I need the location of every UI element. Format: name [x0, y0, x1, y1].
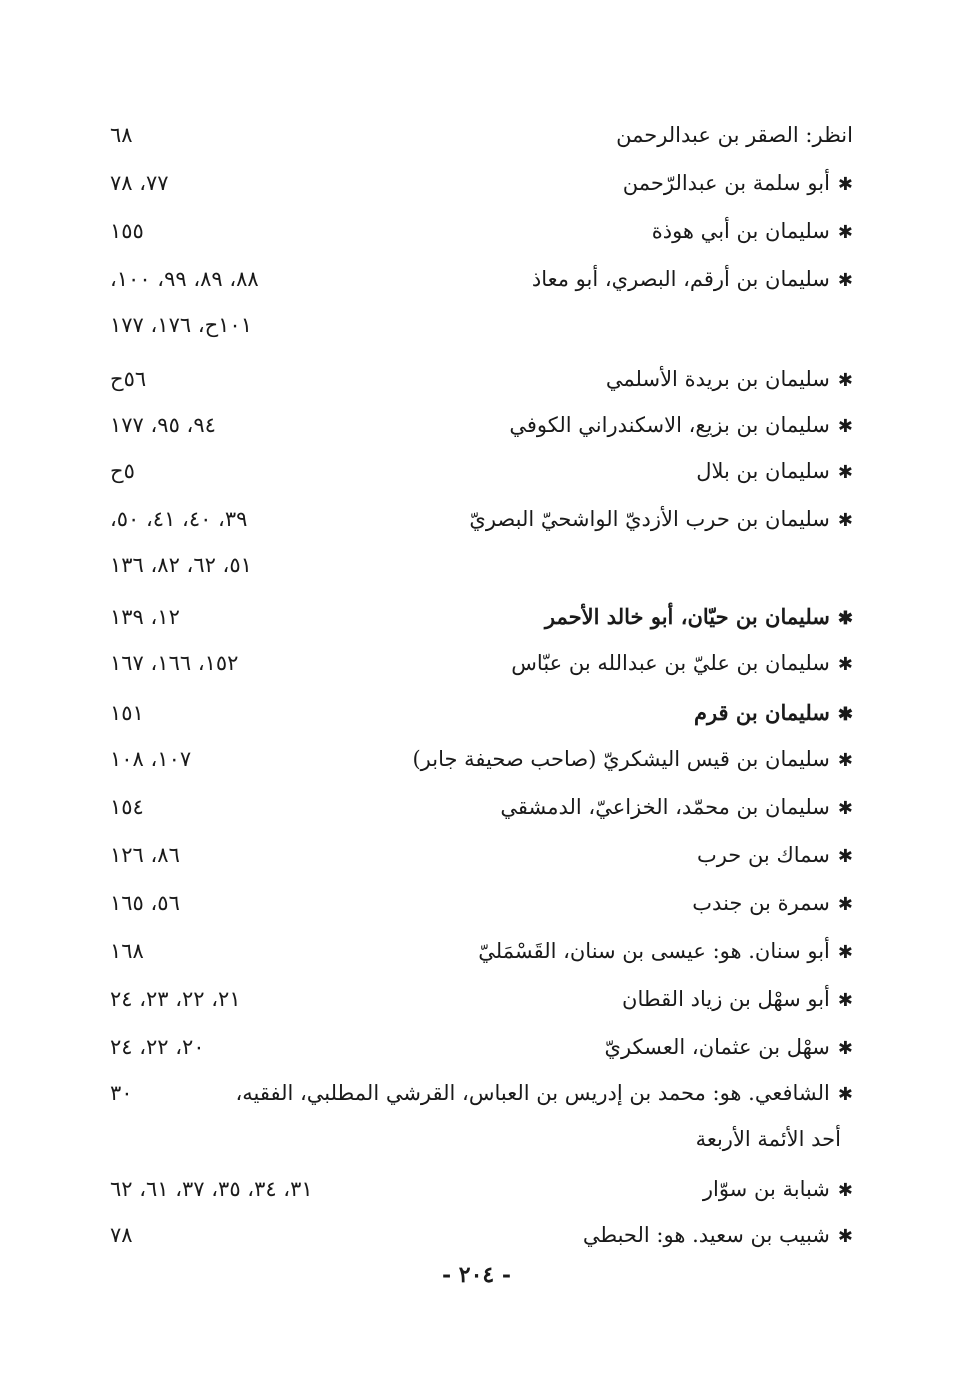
entry-page-numbers: ١٥١	[110, 701, 144, 725]
entry-name-text: سليمان بن بريدة الأسلمي	[605, 367, 830, 391]
entry-page-numbers: ٣٩، ٤٠، ٤١، ٥٠،	[110, 507, 248, 531]
entry-page-numbers: ٥ح	[110, 459, 135, 483]
index-entry	[110, 832, 853, 878]
entry-name-text: سليمان بن بزيع، الاسكندراني الكوفي	[509, 413, 830, 437]
entry-page-numbers: ٧٧، ٧٨	[110, 171, 169, 195]
entry-name	[511, 640, 853, 688]
entry-page-numbers: ٧٨	[110, 1223, 133, 1247]
index-entry	[110, 690, 853, 736]
entry-name-text: سماك بن حرب	[696, 843, 830, 867]
index-entry	[110, 160, 853, 206]
entry-page-numbers: ٣٠	[110, 1081, 133, 1105]
entry-page-numbers: ١٥٤	[110, 795, 144, 819]
index-entry	[110, 594, 853, 640]
entry-page-numbers: ٨٦، ١٢٦	[110, 843, 180, 867]
entry-name	[605, 1024, 853, 1072]
index-entry	[110, 402, 853, 448]
entry-page-numbers: ٢٠، ٢٢، ٢٤	[110, 1035, 205, 1059]
index-entry	[110, 112, 853, 158]
entry-name-text: أحد الأئمة الأربعة	[695, 1127, 841, 1151]
index-entry	[110, 736, 853, 782]
entry-name	[532, 256, 853, 304]
entry-name-text: انظر: الصقر بن عبدالرحمن	[616, 123, 853, 147]
index-entry	[110, 208, 853, 254]
entry-name-text: سليمان بن أرقم، البصري، أبو معاذ	[531, 267, 830, 291]
index-entry	[110, 928, 853, 974]
asterisk-icon: ✱	[837, 1084, 853, 1105]
entry-page-numbers: ١٦٨	[110, 939, 144, 963]
index-entry	[110, 302, 853, 348]
entry-name	[235, 1070, 853, 1118]
entry-name	[692, 880, 853, 928]
index-entry	[110, 1166, 853, 1212]
entry-page-numbers: ١٥٥	[110, 219, 144, 243]
entry-page-numbers: ١٢، ١٣٩	[110, 605, 180, 629]
entry-name-text: سليمان بن قرم	[693, 700, 830, 725]
entry-name-text: سليمان بن حيّان، أبو خالد الأحمر	[544, 604, 830, 629]
entry-name-text: سليمان بن حرب الأزديّ الواشحيّ البصريّ	[469, 507, 830, 531]
entry-name	[696, 448, 853, 496]
index-entry	[110, 542, 853, 588]
asterisk-icon: ✱	[837, 990, 853, 1011]
entry-name-text: سليمان بن محمّد، الخزاعيّ، الدمشقي	[500, 795, 830, 819]
entry-name-text: سمرة بن جندب	[692, 891, 830, 915]
entry-name	[500, 784, 853, 832]
index-entry	[110, 784, 853, 830]
entry-name-text: سهْل بن عثمان، العسكريّ	[604, 1035, 830, 1059]
entry-name-text: سليمان بن بلال	[696, 459, 830, 483]
index-entry	[110, 448, 853, 494]
entry-name	[545, 594, 853, 642]
entry-page-numbers: ١٠٧، ١٠٨	[110, 747, 192, 771]
index-entry	[110, 640, 853, 686]
index-entry	[110, 356, 853, 402]
asterisk-icon: ✱	[837, 370, 853, 391]
index-entry	[110, 1024, 853, 1070]
entry-name	[478, 928, 853, 976]
entry-name	[697, 832, 853, 880]
entry-page-numbers: ٢١، ٢٢، ٢٣، ٢٤	[110, 987, 241, 1011]
asterisk-icon: ✱	[837, 894, 853, 915]
index-entry	[110, 256, 853, 302]
entry-page-numbers: ٣١، ٣٤، ٣٥، ٣٧، ٦١، ٦٢	[110, 1177, 313, 1201]
asterisk-icon: ✱	[837, 222, 853, 243]
entry-name	[622, 976, 853, 1024]
index-entry	[110, 976, 853, 1022]
entry-name-text: شبيب بن سعيد. هو: الحبطي	[582, 1223, 830, 1247]
entry-page-numbers: ١٠١ح، ١٧٦، ١٧٧	[110, 313, 252, 337]
entry-name-text: الشافعي. هو: محمد بن إدريس بن العباس، القرشي المطلبي، الفقيه،	[235, 1081, 830, 1105]
entry-name	[694, 690, 853, 738]
entry-page-numbers: ٨٨، ٨٩، ٩٩، ١٠٠،	[110, 267, 259, 291]
asterisk-icon: ✱	[837, 654, 853, 675]
asterisk-icon: ✱	[837, 270, 853, 291]
entry-name-text: أبو سنان. هو: عيسى بن سنان، القَسْمَليّ	[478, 939, 830, 963]
entry-page-numbers: ٦٨	[110, 123, 133, 147]
asterisk-icon: ✱	[837, 462, 853, 483]
asterisk-icon: ✱	[837, 1226, 853, 1247]
asterisk-icon: ✱	[837, 704, 853, 725]
entry-name	[696, 1116, 841, 1162]
index-entry	[110, 1116, 853, 1162]
entry-page-numbers: ٥١، ٦٢، ٨٢، ١٣٦	[110, 553, 252, 577]
entry-name	[583, 1212, 853, 1260]
asterisk-icon: ✱	[837, 846, 853, 867]
entry-name	[652, 208, 853, 256]
index-entry	[110, 880, 853, 926]
asterisk-icon: ✱	[837, 1038, 853, 1059]
asterisk-icon: ✱	[837, 798, 853, 819]
entry-name	[509, 402, 853, 450]
entry-name	[703, 1166, 853, 1214]
asterisk-icon: ✱	[837, 942, 853, 963]
page-number: - ٢٠٤ -	[441, 1262, 512, 1288]
index-entry	[110, 496, 853, 542]
entry-page-numbers: ٥٦ح	[110, 367, 147, 391]
index-entry	[110, 1212, 853, 1258]
entry-name-text: سليمان بن عليّ بن عبدالله بن عبّاس	[511, 651, 830, 675]
entry-page-numbers: ٩٤، ٩٥، ١٧٧	[110, 413, 216, 437]
entry-name	[606, 356, 853, 404]
asterisk-icon: ✱	[837, 608, 853, 629]
entry-name-text: أبو سلمة بن عبدالرّحمن	[622, 171, 830, 195]
entry-name	[469, 496, 853, 544]
entry-page-numbers: ١٥٢، ١٦٦، ١٦٧	[110, 651, 239, 675]
asterisk-icon: ✱	[837, 750, 853, 771]
entry-name	[616, 112, 853, 158]
asterisk-icon: ✱	[837, 1180, 853, 1201]
entry-name	[623, 160, 853, 208]
entry-name-text: شبابة بن سوّار	[702, 1177, 830, 1201]
asterisk-icon: ✱	[837, 510, 853, 531]
entry-name-text: أبو سهْل بن زياد القطان	[622, 987, 830, 1011]
entry-page-numbers: ٥٦، ١٦٥	[110, 891, 180, 915]
entry-name-text: سليمان بن أبي هوذة	[651, 219, 830, 243]
entry-name	[412, 736, 853, 784]
asterisk-icon: ✱	[837, 174, 853, 195]
asterisk-icon: ✱	[837, 416, 853, 437]
index-entry	[110, 1070, 853, 1116]
entry-name-text: سليمان بن قيس اليشكريّ (صاحب صحيفة جابر)	[412, 747, 830, 771]
